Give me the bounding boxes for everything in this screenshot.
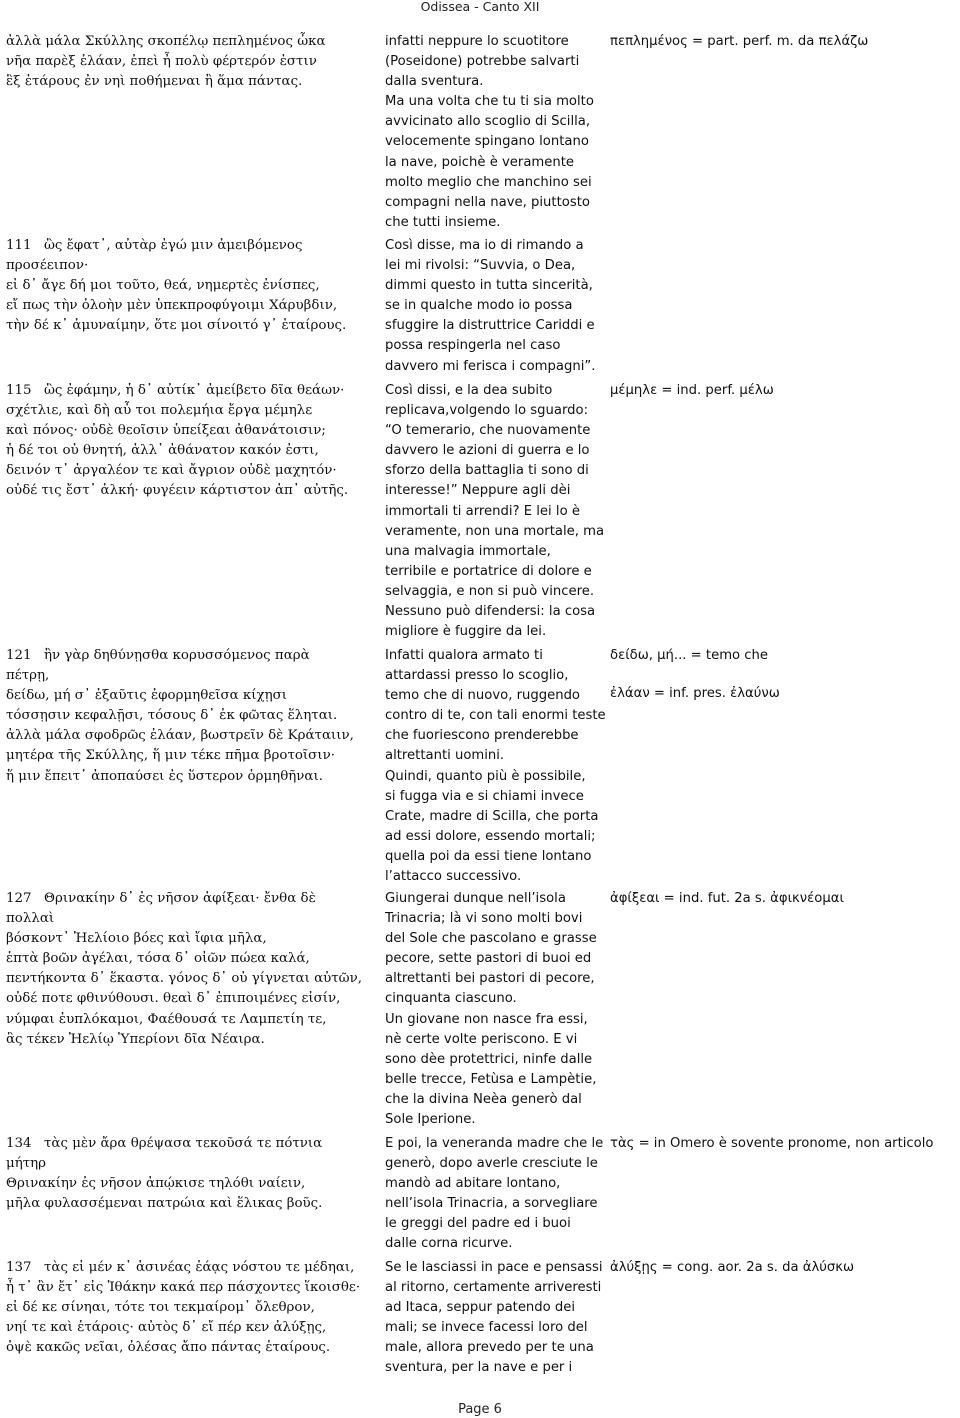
greek-line: δεινόν τ᾽ ἀργαλέον τε καὶ ἄγριον οὐδὲ μαχητόν· xyxy=(6,463,337,479)
grammar-notes xyxy=(610,381,955,419)
greek-line: προσέειπον· xyxy=(6,258,89,274)
greek-line: 111 ὣς ἔφατ᾽, αὐτὰρ ἐγώ μιν ἀμειβόμενος xyxy=(6,236,371,256)
translation-line: nell’isola Trinacria, a sorvegliare xyxy=(385,1196,598,1212)
translation-line: Ma una volta che tu ti sia molto xyxy=(385,94,594,110)
translation-line: Sole Iperione. xyxy=(385,1112,476,1128)
italian-translation xyxy=(385,1258,610,1379)
greek-line: δείδω, μή σ᾽ ἐξαῦτις ἐφορμηθεῖσα κίχῃσι xyxy=(6,688,288,704)
greek-line: ὀψὲ κακῶς νεῖαι, ὀλέσας ἄπο πάντας ἑταίρους. xyxy=(6,1340,331,1356)
translation-line: Giungerai dunque nell’isola xyxy=(385,891,566,906)
greek-line: πεντήκοντα δ᾽ ἕκαστα. γόνος δ᾽ οὐ γίγνεται αὐτῶν, xyxy=(6,971,362,987)
greek-line: νύμφαι ἐυπλόκαμοι, Φαέθουσά τε Λαμπετίη τε, xyxy=(6,1011,327,1027)
translation-line: una malvagia immortale, xyxy=(385,543,551,559)
greek-line: 134 τὰς μὲν ἄρα θρέψασα τεκοῦσά τε πότνια xyxy=(6,1134,371,1154)
translation-line: compagni nella nave, piuttosto xyxy=(385,194,590,210)
translation-line: davvero mi ferisca i compagni”. xyxy=(385,358,596,374)
translation-line: Così disse, ma io di rimando a xyxy=(385,238,584,253)
translation-line: belle trecce, Fetùsa e Lampètie, xyxy=(385,1071,597,1087)
translation-line: pecore, sette pastori di buoi ed xyxy=(385,951,592,967)
greek-line: 121 ἢν γὰρ δηθύνῃσθα κορυσσόμενος παρὰ xyxy=(6,646,371,666)
grammar-note: δείδω, μή... = temo che xyxy=(610,648,769,663)
translation-line: Crate, madre di Scilla, che porta xyxy=(385,808,599,824)
greek-line: ἥ μιν ἔπειτ᾽ ἀποπαύσει ἐς ὕστερον ὁρμηθῆναι. xyxy=(6,768,323,784)
grammar-note: τὰς = in Omero è sovente pronome, non articolo xyxy=(610,1136,934,1151)
translation-line: se in qualche modo io possa xyxy=(385,298,573,314)
grammar-notes xyxy=(610,32,955,70)
grammar-notes xyxy=(610,1258,955,1296)
italian-translation xyxy=(385,889,610,1130)
greek-line: ἡ δέ τοι οὐ θνητή, ἀλλ᾽ ἀθάνατον κακόν ἐστι, xyxy=(6,443,319,459)
translation-line: male, allora prevedo per te una xyxy=(385,1340,594,1356)
translation-line: la nave, poichè è veramente xyxy=(385,154,575,170)
verse-number: 134 xyxy=(6,1136,32,1151)
greek-line: ἑπτὰ βοῶν ἀγέλαι, τόσα δ᾽ οἰῶν πώεα καλά, xyxy=(6,951,310,967)
translation-line: Se le lasciassi in pace e pensassi xyxy=(385,1260,603,1275)
translation-line: ad Itaca, seppur patendo dei xyxy=(385,1300,576,1316)
grammar-note: ἀφίξεαι = ind. fut. 2a s. ἀφικνέομαι xyxy=(610,891,844,906)
greek-line: τόσσῃσιν κεφαλῇσι, τόσους δ᾽ ἐκ φῶτας ἕληται. xyxy=(6,708,338,724)
verse-number: 137 xyxy=(6,1260,32,1275)
translation-line: cinquanta ciascuno. xyxy=(385,991,517,1007)
greek-line: εἴ πως τὴν ὀλοὴν μὲν ὑπεκπροφύγοιμι Χάρυβδιν, xyxy=(6,298,338,314)
greek-line: εἰ δέ κε σίνηαι, τότε τοι τεκμαίρομ᾽ ὄλεθρον, xyxy=(6,1300,315,1316)
translation-line: Un giovane non nasce fra essi, xyxy=(385,1011,588,1027)
italian-translation xyxy=(385,381,610,642)
verse-number: 115 xyxy=(6,383,32,398)
translation-line: (Poseidone) potrebbe salvarti xyxy=(385,54,580,70)
greek-line: μητέρα τῆς Σκύλλης, ἥ μιν τέκε πῆμα βροτοῖσιν· xyxy=(6,748,335,764)
greek-text xyxy=(6,32,371,92)
grammar-note: ἀλύξῃς = cong. aor. 2a s. da ἀλύσκω xyxy=(610,1260,855,1275)
translation-line: replicava,volgendo lo sguardo: xyxy=(385,403,589,419)
greek-text xyxy=(6,1258,371,1358)
translation-line: infatti neppure lo scuotitore xyxy=(385,34,569,49)
greek-line: ἦ τ᾽ ἂν ἔτ᾽ εἰς Ἰθάκην κακά περ πάσχοντες ἵκοισθε· xyxy=(6,1280,361,1296)
translation-line: l’attacco successivo. xyxy=(385,869,522,885)
translation-line: Nessuno può difendersi: la cosa xyxy=(385,604,596,620)
translation-line: terribile e portatrice di dolore e xyxy=(385,563,592,579)
translation-line: dalla sventura. xyxy=(385,74,484,90)
greek-line: 127 Θρινακίην δ᾽ ἐς νῆσον ἀφίξεαι· ἔνθα δὲ xyxy=(6,889,371,909)
greek-line: νῆα παρὲξ ἐλάαν, ἐπεὶ ἦ πολὺ φέρτερόν ἐστιν xyxy=(6,54,317,70)
translation-line: avvicinato allo scoglio di Scilla, xyxy=(385,114,591,130)
translation-line: possa respingerla nel caso xyxy=(385,338,561,354)
grammar-notes xyxy=(610,1134,955,1172)
grammar-note: πεπλημένος = part. perf. m. da πελάζω xyxy=(610,34,869,49)
greek-text xyxy=(6,889,371,1050)
italian-translation xyxy=(385,32,610,233)
translation-line: immortali ti arrendi? E lei lo è xyxy=(385,503,580,519)
translation-line: dalle corna ricurve. xyxy=(385,1236,513,1252)
translation-line: che fuoriescono prenderebbe xyxy=(385,728,579,744)
greek-line: Θρινακίην ἐς νῆσον ἀπῴκισε τηλόθι ναίειν, xyxy=(6,1176,306,1192)
greek-line: μήτηρ xyxy=(6,1156,47,1172)
translation-line: “O temerario, che nuovamente xyxy=(385,423,591,439)
translation-line: nè certe volte periscono. E vi xyxy=(385,1031,578,1047)
greek-line: ἓξ ἑτάρους ἐν νηὶ ποθήμεναι ἢ ἅμα πάντας. xyxy=(6,74,303,90)
grammar-note: ἐλάαν = inf. pres. ἐλαύνω xyxy=(610,686,780,702)
greek-line: καὶ πόνος· οὐδὲ θεοῖσιν ὑπείξεαι ἀθανάτοισιν; xyxy=(6,423,326,439)
translation-line: le greggi del padre ed i buoi xyxy=(385,1216,571,1232)
translation-line: attardassi presso lo scoglio, xyxy=(385,668,569,684)
italian-translation xyxy=(385,236,610,377)
translation-line: Quindi, quanto più è possibile, xyxy=(385,768,586,784)
page-header-title: Odissea - Canto XII xyxy=(420,0,540,14)
translation-line: che tutti insieme. xyxy=(385,214,501,230)
translation-line: contro di te, con tali enormi teste xyxy=(385,708,606,724)
greek-line: σχέτλιε, καὶ δὴ αὖ τοι πολεμήια ἔργα μέμηλε xyxy=(6,403,313,419)
translation-line: sfuggire la distruttrice Cariddi e xyxy=(385,318,595,334)
verse-number: 127 xyxy=(6,891,32,906)
translation-line: sventura, per la nave e per i xyxy=(385,1360,573,1376)
translation-line: ad essi dolore, essendo mortali; xyxy=(385,828,596,844)
translation-line: davvero le azioni di guerra e lo xyxy=(385,443,590,459)
greek-text xyxy=(6,1134,371,1214)
greek-line: ἃς τέκεν Ἠελίῳ Ὑπερίονι δῖα Νέαιρα. xyxy=(6,1031,265,1047)
grammar-notes xyxy=(610,646,955,722)
verse-number: 111 xyxy=(6,238,32,253)
greek-line: εἰ δ᾽ ἄγε δή μοι τοῦτο, θεά, νημερτὲς ἐνίσπες, xyxy=(6,278,320,294)
translation-line: altrettanti uomini. xyxy=(385,748,505,764)
page-number: Page 6 xyxy=(458,1402,502,1417)
translation-line: sono dèe protettrici, ninfe dalle xyxy=(385,1051,593,1067)
translation-line: E poi, la veneranda madre che le xyxy=(385,1136,604,1151)
translation-line: migliore è fuggire da lei. xyxy=(385,624,547,640)
greek-line: βόσκοντ᾽ Ἠελίοιο βόες καὶ ἴφια μῆλα, xyxy=(6,931,267,947)
italian-translation xyxy=(385,1134,610,1255)
verse-number: 121 xyxy=(6,648,32,663)
translation-line: veramente, non una mortale, ma xyxy=(385,523,605,539)
translation-line: interesse!” Neppure agli dèi xyxy=(385,483,571,499)
translation-line: Trinacria; là vi sono molti bovi xyxy=(385,911,583,927)
translation-line: altrettanti bei pastori di pecore, xyxy=(385,971,595,987)
greek-line: πολλαὶ xyxy=(6,911,55,927)
greek-line: νηί τε καὶ ἑτάροις· αὐτὸς δ᾽ εἴ πέρ κεν ἀλύξῃς, xyxy=(6,1320,327,1336)
translation-line: che la divina Neèa generò dal xyxy=(385,1091,582,1107)
translation-line: quella poi da essi tiene lontano xyxy=(385,848,592,864)
grammar-notes xyxy=(610,889,955,927)
translation-line: dimmi questo in tutta sincerità, xyxy=(385,278,593,294)
translation-line: mali; se invece facessi loro del xyxy=(385,1320,588,1336)
translation-line: Infatti qualora armato ti xyxy=(385,648,543,663)
translation-line: velocemente spingano lontano xyxy=(385,134,589,150)
greek-line: οὐδέ τις ἔστ᾽ ἀλκή· φυγέειν κάρτιστον ἀπ᾽ αὐτῆς. xyxy=(6,483,349,499)
translation-line: mandò ad abitare lontano, xyxy=(385,1176,561,1192)
translation-line: del Sole che pascolano e grasse xyxy=(385,931,597,947)
greek-line: 115 ὣς ἐφάμην, ἡ δ᾽ αὐτίκ᾽ ἀμείβετο δῖα θεάων· xyxy=(6,381,371,401)
greek-line: οὐδέ ποτε φθινύθουσι. θεαὶ δ᾽ ἐπιποιμένες εἰσίν, xyxy=(6,991,341,1007)
translation-line: sforzo della battaglia ti sono di xyxy=(385,463,589,479)
translation-line: temo che di nuovo, ruggendo xyxy=(385,688,581,704)
grammar-note: μέμηλε = ind. perf. μέλω xyxy=(610,383,774,398)
greek-line: ἀλλὰ μάλα σφοδρῶς ἐλάαν, βωστρεῖν δὲ Κράταιιν, xyxy=(6,728,354,744)
greek-line: μῆλα φυλασσέμεναι πατρώια καὶ ἕλικας βοῦς. xyxy=(6,1196,323,1212)
translation-line: si fugga via e si chiami invece xyxy=(385,788,584,804)
italian-translation xyxy=(385,646,610,887)
translation-line: Così dissi, e la dea subito xyxy=(385,383,553,398)
translation-line: molto meglio che manchino sei xyxy=(385,174,592,190)
translation-line: generò, dopo averle cresciute le xyxy=(385,1156,598,1172)
translation-line: al ritorno, certamente arriveresti xyxy=(385,1280,602,1296)
greek-line: 137 τὰς εἰ μέν κ᾽ ἀσινέας ἐάᾳς νόστου τε μέδηαι, xyxy=(6,1258,371,1278)
greek-line: τὴν δέ κ᾽ ἀμυναίμην, ὅτε μοι σίνοιτό γ᾽ ἑταίρους. xyxy=(6,318,347,334)
greek-text xyxy=(6,646,371,787)
greek-line: ἀλλὰ μάλα Σκύλλης σκοπέλῳ πεπλημένος ὦκα xyxy=(6,34,326,49)
translation-line: selvaggia, e non si può vincere. xyxy=(385,583,595,599)
greek-text xyxy=(6,236,371,336)
greek-line: πέτρῃ, xyxy=(6,668,50,684)
translation-line: lei mi rivolsi: “Suvvia, o Dea, xyxy=(385,258,576,274)
greek-text xyxy=(6,381,371,502)
